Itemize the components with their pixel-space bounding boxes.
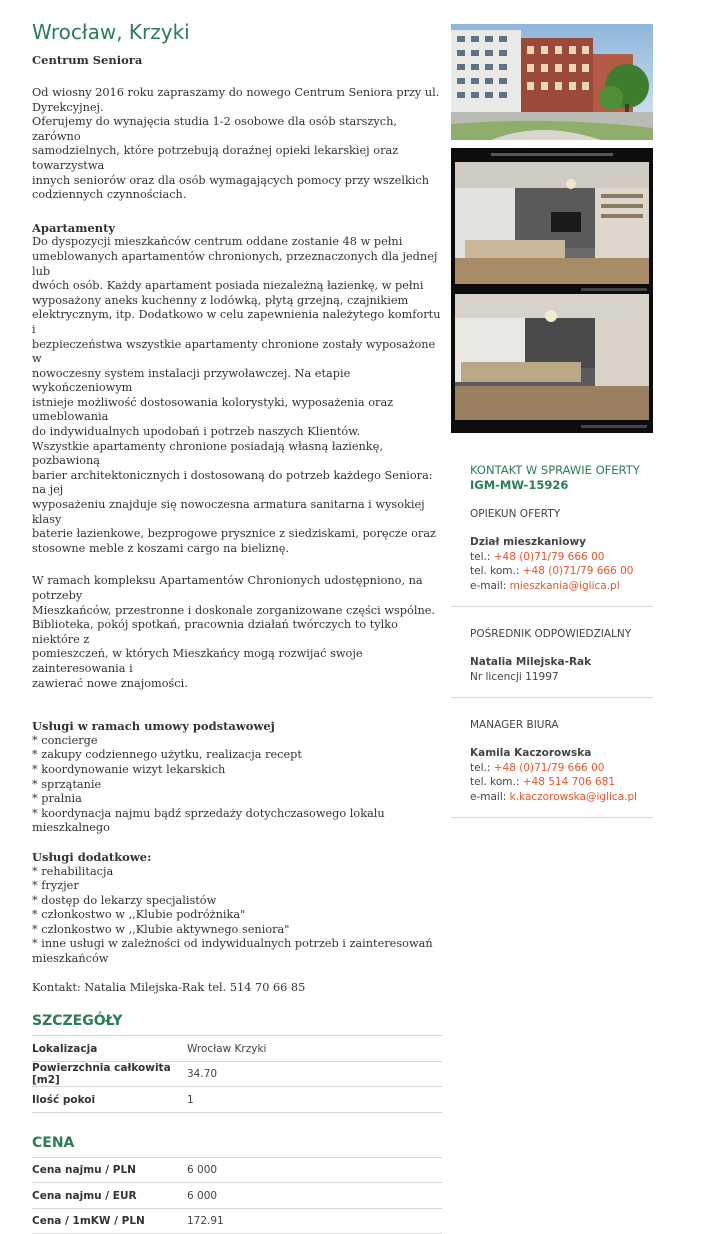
text-line: Mieszkańców, przestronne i doskonale zorganizowane części wspólne.: [32, 603, 436, 617]
price-section-title: CENA: [32, 1134, 75, 1151]
list-item: mieszkańców: [32, 952, 109, 966]
apartments-heading: Apartamenty: [32, 220, 116, 235]
phone-link[interactable]: +48 (0)71/79 666 00: [493, 550, 605, 563]
text-line: nowoczesny system instalacji przywoławczej. Na etapie wykończeniowym: [32, 366, 351, 395]
common-areas-paragraph: [32, 574, 444, 691]
text-line: zawierać nowe znajomości.: [32, 676, 188, 690]
list-item: * fryzjer: [32, 879, 79, 893]
page-title: Wrocław, Krzyki: [32, 20, 190, 44]
row-value: 34.70: [187, 1068, 218, 1080]
table-row: [32, 1087, 442, 1113]
row-label: Ilość pokoi: [32, 1093, 96, 1106]
license-number: Nr licencji 11997: [470, 670, 559, 683]
text-line: bezpieczeństwa wszystkie apartamenty chronione zostały wyposażone w: [32, 337, 436, 366]
basic-services-heading: Usługi w ramach umowy podstawowej: [32, 719, 275, 734]
text-line: pomieszczeń, w których Mieszkańcy mogą rozwijać swoje zainteresowania i: [32, 647, 363, 675]
table-row: [32, 1036, 442, 1062]
table-row: [32, 1062, 442, 1088]
contact-name: Kamila Kaczorowska: [470, 747, 592, 759]
contact-panel-title: KONTAKT W SPRAWIE OFERTY: [470, 463, 640, 477]
text-line: codziennych czynnościach.: [32, 188, 187, 202]
phone-label: tel.:: [470, 761, 491, 774]
text-line: stosowne meble z koszami cargo na bieliznę.: [32, 541, 290, 555]
building-photo[interactable]: [451, 24, 653, 140]
details-section-title: SZCZEGÓŁY: [32, 1013, 123, 1030]
list-item: * członkostwo w ,,Klubie aktywnego seniora": [32, 922, 290, 936]
text-line: elektrycznym, itp. Dodatkowo w celu zapewnienia należytego komfortu i: [32, 308, 441, 336]
list-item: * rehabilitacja: [32, 864, 114, 878]
row-value: 1: [187, 1093, 194, 1106]
phone-line: [470, 761, 653, 776]
mobile-label: tel. kom.:: [470, 565, 520, 577]
text-line: samodzielnych, które potrzebują doraźnej opieki lekarskiej oraz towarzystwa: [32, 144, 399, 172]
list-item: * zakupy codziennego użytku, realizacja recept: [32, 748, 302, 762]
email-line: [470, 790, 653, 805]
phone-link[interactable]: +48 (0)71/79 666 00: [493, 761, 605, 774]
text-line: Wszystkie apartamenty chronione posiadają własną łazienkę, pozbawioną: [32, 439, 383, 468]
row-value: 172.91: [187, 1215, 224, 1227]
extra-services: [32, 850, 444, 967]
email-link[interactable]: k.kaczorowska@iglica.pl: [509, 790, 638, 803]
list-item: * członkostwo w ,,Klubie podróżnika": [32, 908, 246, 922]
text-line: barier architektonicznych i dostosowaną do potrzeb każdego Seniora: na jej: [32, 468, 433, 497]
text-line: Biblioteka, pokój spotkań, pracownia działań twórczych to tylko niektóre z: [32, 618, 398, 646]
mobile-link[interactable]: +48 (0)71/79 666 00: [522, 565, 634, 577]
list-item: * sprzątanie: [32, 777, 102, 791]
contact-block-office-manager: [451, 718, 653, 818]
text-line: Od wiosny 2016 roku zapraszamy do nowego Centrum Seniora przy ul.: [32, 86, 440, 99]
interior-photo[interactable]: [451, 148, 653, 433]
contact-line: Kontakt: Natalia Milejska-Rak tel. 514 70 66 85: [32, 980, 306, 994]
email-link[interactable]: mieszkania@iglica.pl: [509, 579, 620, 592]
phone-label: tel.:: [470, 550, 491, 563]
text-line: Do dyspozycji mieszkańców centrum oddane zostanie 48 w pełni: [32, 235, 403, 249]
text-line: Oferujemy do wynajęcia studia 1-2 osobowe dla osób starszych, zarówno: [32, 115, 397, 143]
row-label: Lokalizacja: [32, 1042, 98, 1055]
mobile-line: [470, 775, 653, 790]
text-line: umeblowanych apartamentów chronionych, przeznaczonych dla jednej lub: [32, 249, 438, 278]
row-value: 6 000: [187, 1164, 218, 1176]
mobile-label: tel. kom.:: [470, 776, 520, 788]
table-row: [32, 1183, 442, 1209]
list-item: * concierge: [32, 733, 98, 747]
text-line: do indywidualnych upodobań i potrzeb naszych Klientów.: [32, 425, 361, 439]
text-line: Dyrekcyjnej.: [32, 100, 104, 114]
email-label: e-mail:: [470, 790, 507, 803]
phone-line: [470, 550, 653, 565]
contact-panel: [451, 463, 653, 818]
list-item: * koordynacja najmu bądź sprzedaży dotychczasowego lokalu mieszkalnego: [32, 806, 385, 835]
contact-name: Natalia Milejska-Rak: [470, 656, 592, 668]
offer-id: IGM-MW-15926: [470, 478, 569, 492]
details-table: [32, 1035, 442, 1113]
table-row: [32, 1209, 442, 1234]
list-item: * inne usługi w zależności od indywidualnych potrzeb i zainteresowań: [32, 937, 433, 951]
list-item: * pralnia: [32, 792, 82, 806]
contact-role-label: POŚREDNIK ODPOWIEDZIALNY: [470, 628, 632, 640]
row-value: 6 000: [187, 1189, 218, 1202]
text-line: dwóch osób. Każdy apartament posiada niezależną łazienkę, w pełni: [32, 279, 424, 293]
contact-block-offer-agent: [451, 507, 653, 607]
extra-services-heading: Usługi dodatkowe:: [32, 849, 152, 864]
text-line: baterie łazienkowe, bezprogowe prysznice z siedziskami, poręcze oraz: [32, 527, 437, 541]
offer-description: [32, 18, 444, 1234]
text-line: innych seniorów oraz dla osób wymagających pomocy przy wszelkich: [32, 173, 430, 187]
row-label: Cena / 1mKW / PLN: [32, 1215, 145, 1227]
price-table: [32, 1157, 442, 1234]
row-label: Powierzchnia całkowita [m2]: [32, 1062, 171, 1086]
table-row: [32, 1158, 442, 1184]
row-value: Wrocław Krzyki: [187, 1042, 267, 1055]
mobile-line: [470, 564, 653, 579]
intro-paragraph: [32, 86, 444, 203]
contact-name: Dział mieszkaniowy: [470, 536, 586, 548]
photo-column: [451, 24, 653, 433]
mobile-link[interactable]: +48 514 706 681: [522, 776, 616, 788]
contact-role-label: MANAGER BIURA: [470, 719, 559, 731]
text-line: wyposażeniu znajduje się nowoczesna armatura sanitarna i wysokiej klasy: [32, 498, 425, 526]
row-label: Cena najmu / EUR: [32, 1189, 137, 1202]
contact-role-label: OPIEKUN OFERTY: [470, 508, 561, 520]
text-line: istnieje możliwość dostosowania kolorystyki, wyposażenia oraz umeblowania: [32, 395, 394, 424]
text-line: wyposażony aneks kuchenny z lodówką, płytą grzejną, czajnikiem: [32, 293, 409, 307]
email-line: [470, 579, 653, 594]
text-line: W ramach kompleksu Apartamentów Chronionych udostępniono, na potrzeby: [32, 574, 423, 602]
row-label: Cena najmu / PLN: [32, 1164, 136, 1176]
list-item: * koordynowanie wizyt lekarskich: [32, 762, 226, 776]
basic-services: [32, 719, 444, 836]
offer-subtitle: Centrum Seniora: [32, 53, 143, 67]
email-label: e-mail:: [470, 579, 507, 592]
list-item: * dostęp do lekarzy specjalistów: [32, 893, 217, 907]
contact-block-broker: [451, 627, 653, 698]
apartments-paragraph: [32, 221, 444, 557]
